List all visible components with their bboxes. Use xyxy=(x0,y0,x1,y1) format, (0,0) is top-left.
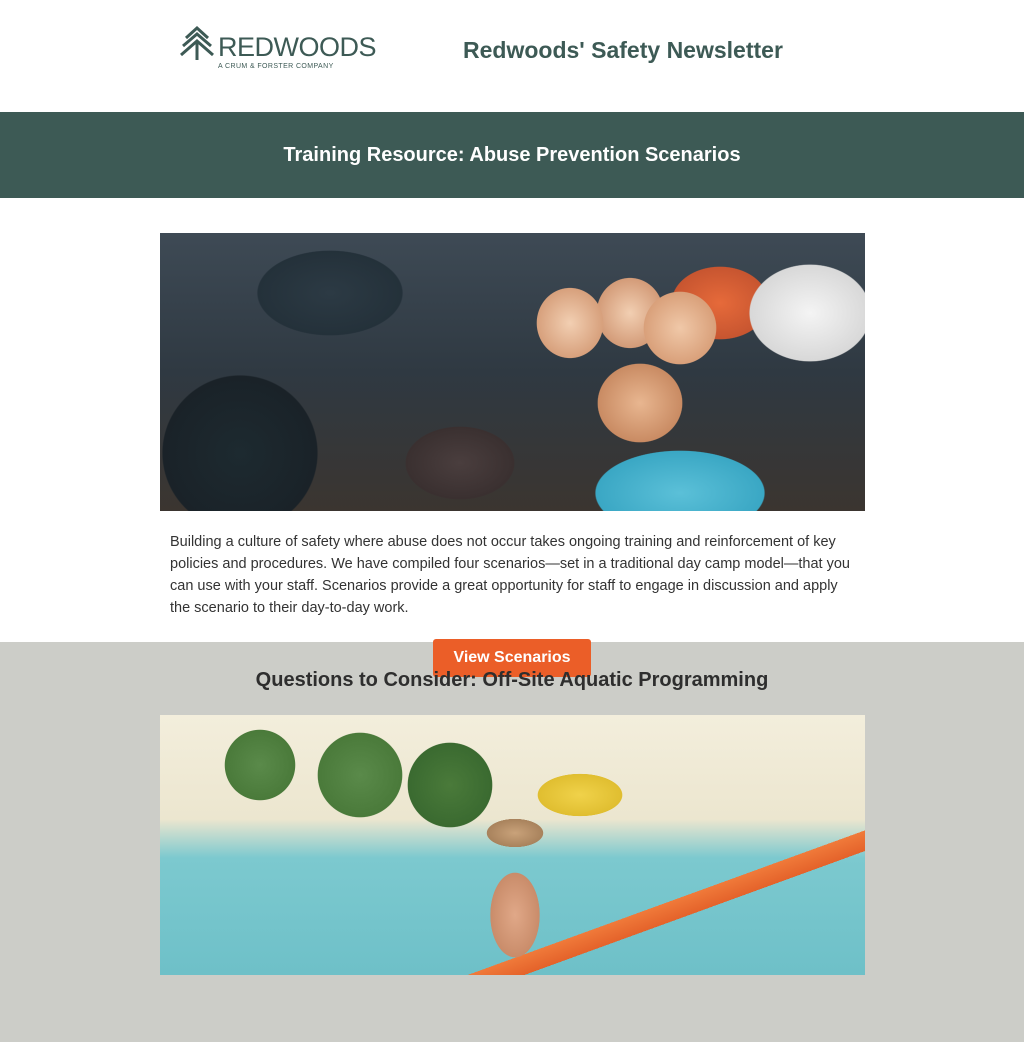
newsletter-title: Redwoods' Safety Newsletter xyxy=(463,37,783,63)
view-scenarios-button[interactable]: View Scenarios xyxy=(433,639,590,677)
tree-icon xyxy=(180,24,216,60)
newsletter-header xyxy=(0,0,1024,112)
campers-photo xyxy=(160,233,865,511)
aquatics-section xyxy=(0,642,1024,1042)
section-banner xyxy=(0,112,1024,198)
training-description: Building a culture of safety where abuse does not occur takes ongoing training and reinforcement of key policies and procedures. We have compiled four scenarios—set in a traditional day camp model—that you can use with your staff. Scenarios provide a great opportunity for staff to engage in discussion and apply the scenario to their day-to-day work. xyxy=(170,534,850,616)
banner-title: Training Resource: Abuse Prevention Scenarios xyxy=(283,143,741,166)
aquatics-title: Questions to Consider: Off-Site Aquatic Programming xyxy=(255,669,769,691)
training-section xyxy=(0,198,1024,666)
redwoods-logo[interactable] xyxy=(180,24,380,74)
logo-tagline: A CRUM & FORSTER COMPANY xyxy=(218,63,334,70)
pool-photo xyxy=(160,715,865,975)
logo-wordmark: REDWOODS xyxy=(218,32,376,62)
